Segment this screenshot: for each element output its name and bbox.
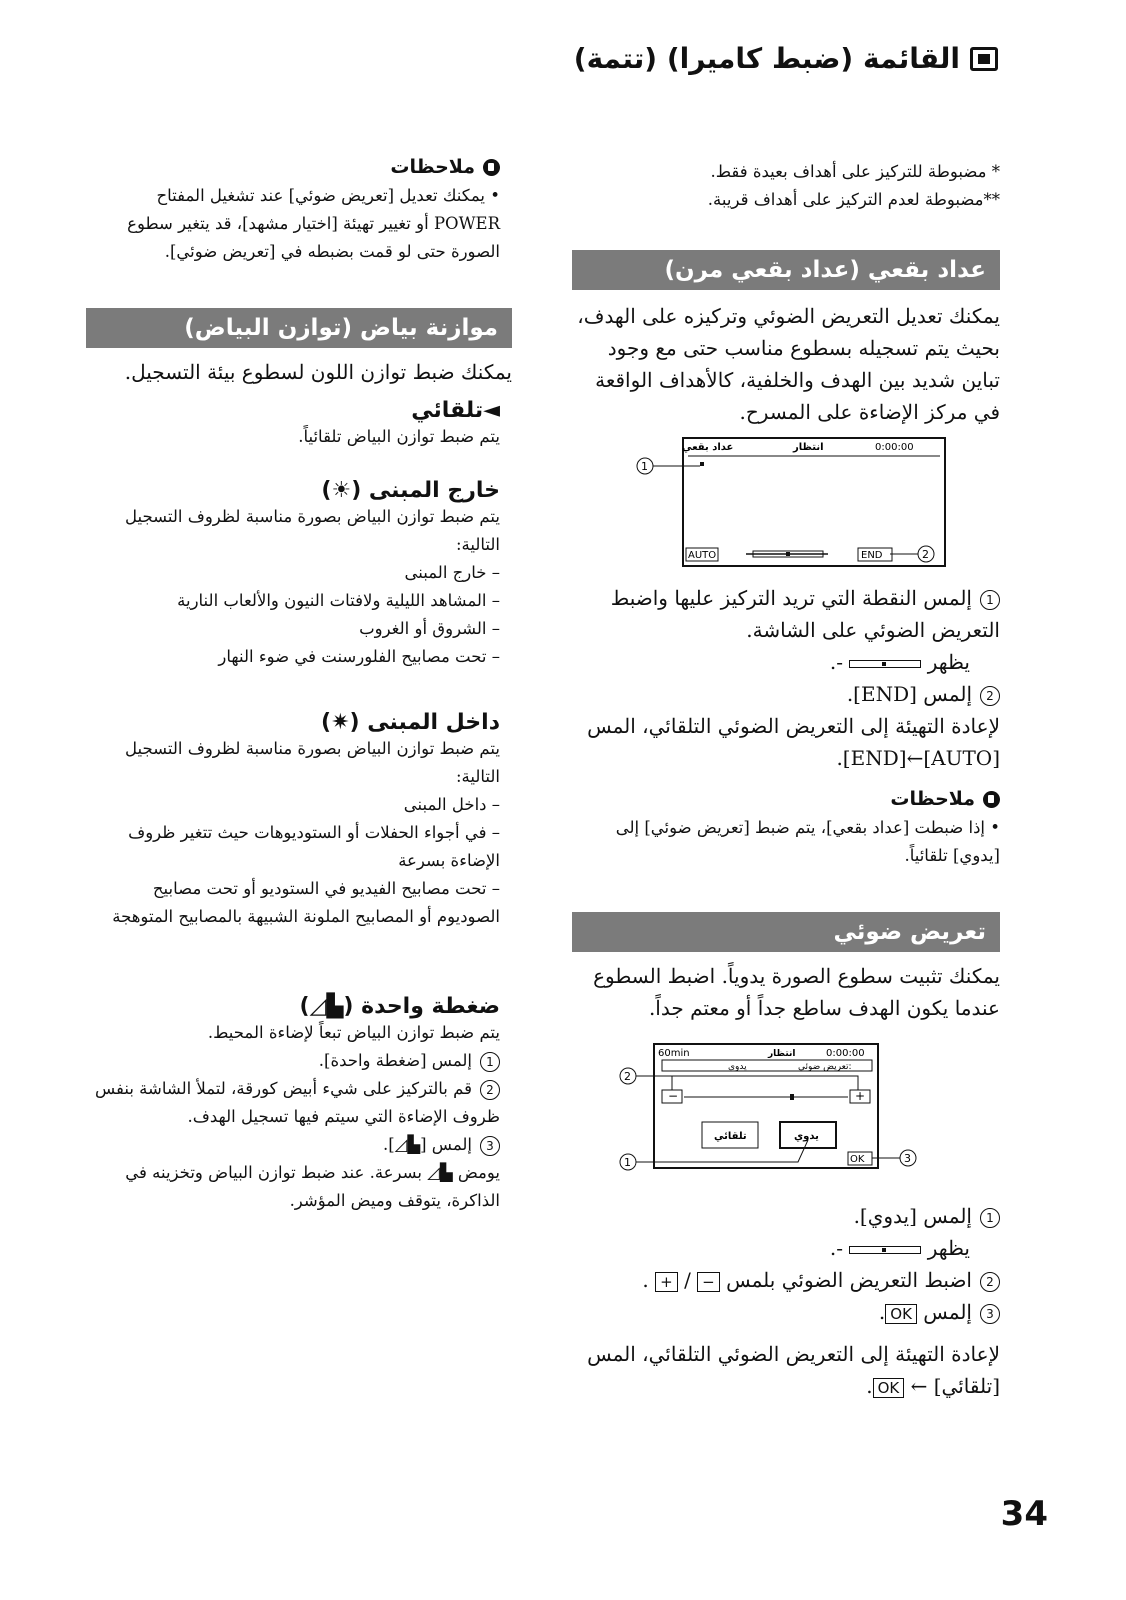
wb-intro: يمكنك ضبط توازن اللون لسطوع بيئة التسجيل. (124, 360, 512, 384)
spot-notes (570, 788, 1000, 870)
spot-reset: لإعادة التهيئة إلى التعريض الضوئي التلقائي، المس [AUTO]←[END]. (587, 714, 1000, 770)
list-item: – في أجواء الحفلات أو الستوديوهات حيث تتغير ظروف الإضاءة بسرعة (128, 823, 500, 870)
section-exposure-title (572, 912, 1000, 952)
svg-text:1: 1 (624, 1156, 631, 1169)
onepush-step-2: 2قم بالتركيز على شيء أبيض كورقة، لتملأ الشاشة بنفس ظروف الإضاءة التي سيتم فيها تسجيل الهدف. (94, 1079, 500, 1126)
wb-indoor-text: يتم ضبط توازن البياض بصورة مناسبة لظروف التسجيل التالية: (125, 739, 500, 786)
exposure-step-2: 2اضبط التعريض الضوئي بلمس − / + . (560, 1264, 1000, 1296)
onepush-blink: يومض ▙◿ بسرعة. عند ضبط توازن البياض وتخزينه في الذاكرة، يتوقف وميض المؤشر. (125, 1163, 500, 1210)
page-number: 34 (1000, 1494, 1048, 1534)
exposure-intro: يمكنك تثبيت سطوع الصورة يدوياً. اضبط السطوع عندما يكون الهدف ساطع جداً أو معتم جداً. (593, 964, 1000, 1020)
wb-outdoor (86, 478, 500, 671)
spot-step-2: 2إلمس [END]. (560, 678, 1000, 710)
exposure-steps (560, 1200, 1000, 1402)
svg-text:AUTO: AUTO (688, 550, 717, 561)
wb-indoor (86, 710, 500, 931)
screen-battery: 60min (658, 1048, 690, 1059)
page-title: القائمة (ضبط كاميرا) (تتمة) (573, 42, 960, 75)
svg-text:2: 2 (922, 548, 929, 561)
svg-text:OK: OK (850, 1154, 865, 1165)
wb-onepush-steps (86, 1047, 500, 1215)
spot-notes-heading: ملاحظات (570, 788, 1000, 810)
plus-key-icon: + (655, 1272, 678, 1292)
list-item: – تحت مصابيح الفيديو في الستوديو أو تحت مصابيح الصوديوم أو المصابيح الملونة الشبيهة بالمصابيح المتوهجة (112, 879, 500, 926)
camera-menu-icon (970, 47, 998, 71)
wb-indoor-heading: داخل المبنى (✷) (321, 710, 500, 735)
exposure-slider-icon (849, 660, 921, 668)
sun-icon: ☀ (331, 478, 352, 503)
screen-wait: انتظار (768, 1049, 796, 1059)
ok-key-icon: OK (885, 1304, 917, 1324)
left-note: • يمكنك تعديل [تعريض ضوئي] عند تشغيل المفتاح POWER أو تغيير تهيئة [اختيار مشهد]، قد يتغير سطوع الصورة حتى لو قمت بضبطه في [تعريض ضوئي]. (127, 186, 500, 261)
exposure-step-1: 1إلمس [يدوي]. (560, 1200, 1000, 1232)
list-item: – داخل المبنى (403, 795, 500, 814)
page-header (574, 42, 998, 75)
wb-outdoor-list (86, 559, 500, 671)
minus-key-icon: − (697, 1272, 720, 1292)
exposure-screen (618, 1040, 918, 1180)
svg-text:2: 2 (624, 1070, 631, 1083)
spot-meter-intro: يمكنك تعديل التعريض الضوئي وتركيزه على الهدف، بحيث يتم تسجيله بسطوع مناسب حتى مع وجود تباين شديد بين الهدف والخلفية، كالأهداف الواقعة في مركز الإضاءة على المسرح. (577, 304, 1000, 424)
list-item: – المشاهد الليلية ولافتات النيون والألعاب النارية (177, 591, 500, 610)
svg-text:تلقائي: تلقائي (714, 1131, 747, 1142)
spot-meter-screen (628, 436, 958, 584)
screen-time: 0:00:00 (875, 442, 914, 453)
ok-key-icon-2: OK (873, 1378, 905, 1398)
exposure-slider-icon-2 (849, 1246, 921, 1254)
spot-meter-steps (560, 582, 1000, 774)
exposure-step-1-appears: يظهر -. (829, 1236, 970, 1260)
wb-onepush (86, 994, 500, 1215)
wb-auto (86, 398, 500, 451)
wb-outdoor-text: يتم ضبط توازن البياض بصورة مناسبة لظروف التسجيل التالية: (125, 507, 500, 554)
wb-indoor-list (86, 791, 500, 931)
list-item: – تحت مصابيح الفلورسنت في ضوء النهار (218, 647, 500, 666)
footnotes (570, 158, 1000, 214)
screen-manual-label: يدوي (728, 1062, 747, 1072)
wb-onepush-text: يتم ضبط توازن البياض تبعاً لإضاءة المحيط. (207, 1023, 500, 1042)
wb-auto-text: يتم ضبط توازن البياض تلقائياً. (298, 427, 500, 446)
exposure-title: تعريض ضوئي (833, 919, 986, 945)
screen-time-2: 0:00:00 (826, 1048, 865, 1059)
svg-text:+: + (855, 1089, 866, 1103)
screen-spot-label: عداد بقعي (682, 442, 734, 453)
svg-text:يدوي: يدوي (794, 1131, 819, 1142)
one-push-wb-icon: ▙◿ (394, 1135, 421, 1154)
list-item: – الشروق أو الغروب (359, 619, 500, 638)
notes-icon-2 (483, 159, 500, 176)
step-number-2: 2 (980, 686, 1000, 706)
screen-wait-label: انتظار (793, 442, 824, 453)
wb-onepush-heading: ضغطة واحدة (▙◿) (299, 994, 500, 1019)
wb-outdoor-heading: خارج المبنى (☀) (321, 478, 500, 503)
screen-exposure-label: تعريض ضوئي: (798, 1062, 852, 1072)
step-number-1: 1 (980, 590, 1000, 610)
exposure-reset: لإعادة التهيئة إلى التعريض الضوئي التلقائي، المس [تلقائي] ← OK. (587, 1342, 1000, 1398)
spot-step-1-appears: يظهر -. (829, 650, 970, 674)
one-push-wb-icon: ▙◿ (309, 994, 344, 1019)
spot-frame-marker (700, 462, 704, 466)
exposure-step-3: 3إلمس OK. (560, 1296, 1000, 1328)
one-push-wb-icon: ▙◿ (427, 1163, 453, 1182)
bulb-icon: ✷ (331, 710, 350, 735)
spot-note: • إذا ضبطت [عداد بقعي]، يتم ضبط [تعريض ضوئي] إلى [يدوي] تلقائياً. (615, 818, 1000, 865)
wb-title: موازنة بياض (توازن البياض) (184, 315, 498, 341)
left-notes (90, 156, 500, 266)
footnote-far: * مضبوطة للتركيز على أهداف بعيدة فقط. (710, 162, 1000, 181)
section-wb-title (86, 308, 512, 348)
svg-text:3: 3 (904, 1152, 911, 1165)
svg-text:END: END (861, 550, 883, 561)
wb-auto-heading: ◄تلقائي (411, 398, 500, 423)
spot-step-1: 1إلمس النقطة التي تريد التركيز عليها واضبط التعريض الضوئي على الشاشة. (610, 586, 1000, 642)
svg-text:−: − (668, 1089, 679, 1103)
svg-text:1: 1 (641, 460, 648, 473)
onepush-step-1: 1إلمس [ضغطة واحدة]. (86, 1047, 500, 1075)
section-spot-meter-title (572, 250, 1000, 290)
onepush-step-3: 3إلمس [▙◿]. (86, 1131, 500, 1159)
notes-icon (983, 791, 1000, 808)
list-item: – خارج المبنى (404, 563, 500, 582)
left-notes-heading: ملاحظات (90, 156, 500, 178)
footnote-near: **مضبوطة لعدم التركيز على أهداف قريبة. (707, 190, 1000, 209)
spot-meter-title: عداد بقعي (عداد بقعي مرن) (664, 257, 986, 283)
